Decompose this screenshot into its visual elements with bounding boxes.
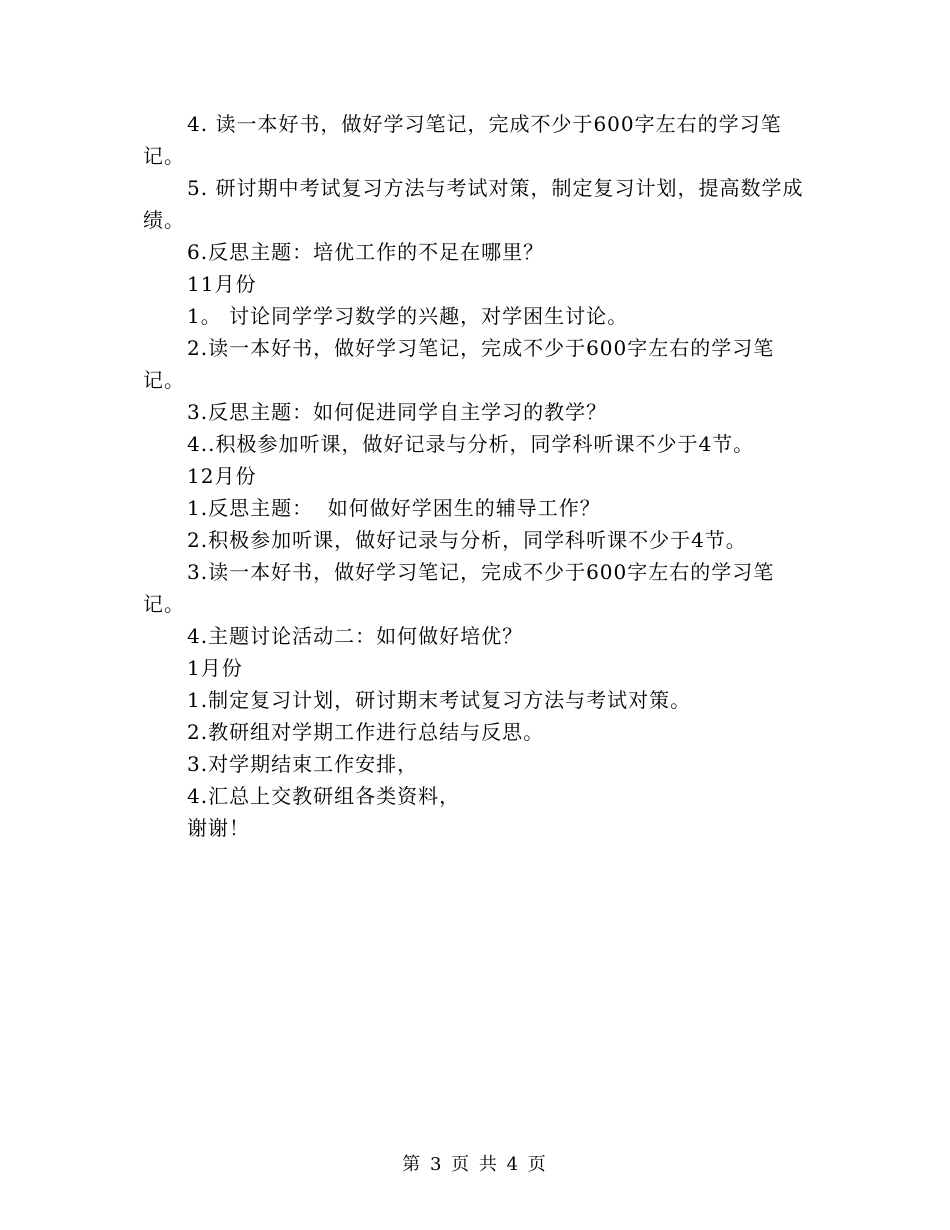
paragraph: 3.读一本好书，做好学习笔记，完成不少于600字左右的学习笔记。 [143, 560, 775, 616]
document-body [143, 108, 807, 844]
month-heading: 1月份 [187, 656, 243, 680]
month-heading: 12月份 [187, 464, 257, 488]
closing-text: 谢谢！ [187, 816, 250, 840]
paragraph: 3.对学期结束工作安排， [187, 752, 419, 776]
paragraph: 2.积极参加听课，做好记录与分析，同学科听课不少于4节。 [187, 528, 747, 552]
paragraph: 2.读一本好书，做好学习笔记，完成不少于600字左右的学习笔记。 [143, 336, 775, 392]
paragraph: 2.教研组对学期工作进行总结与反思。 [187, 720, 545, 744]
month-heading: 11月份 [187, 272, 257, 296]
paragraph: 3.反思主题：如何促进同学自主学习的教学？ [187, 400, 608, 424]
paragraph: 6.反思主题：培优工作的不足在哪里？ [187, 240, 545, 264]
paragraph: 1。 讨论同学学习数学的兴趣，对学困生讨论。 [187, 304, 629, 328]
paragraph: 1.反思主题： 如何做好学困生的辅导工作？ [187, 496, 601, 520]
paragraph: 4..积极参加听课，做好记录与分析，同学科听课不少于4节。 [187, 432, 755, 456]
paragraph: 5. 研讨期中考试复习方法与考试对策，制定复习计划，提高数学成绩。 [143, 176, 804, 232]
paragraph: 4.汇总上交教研组各类资料， [187, 784, 461, 808]
paragraph: 4.主题讨论活动二：如何做好培优？ [187, 624, 524, 648]
paragraph: 4. 读一本好书，做好学习笔记，完成不少于600字左右的学习笔记。 [143, 112, 782, 168]
paragraph: 1.制定复习计划，研讨期末考试复习方法与考试对策。 [187, 688, 692, 712]
page-number: 第 3 页 共 4 页 [402, 1154, 548, 1175]
